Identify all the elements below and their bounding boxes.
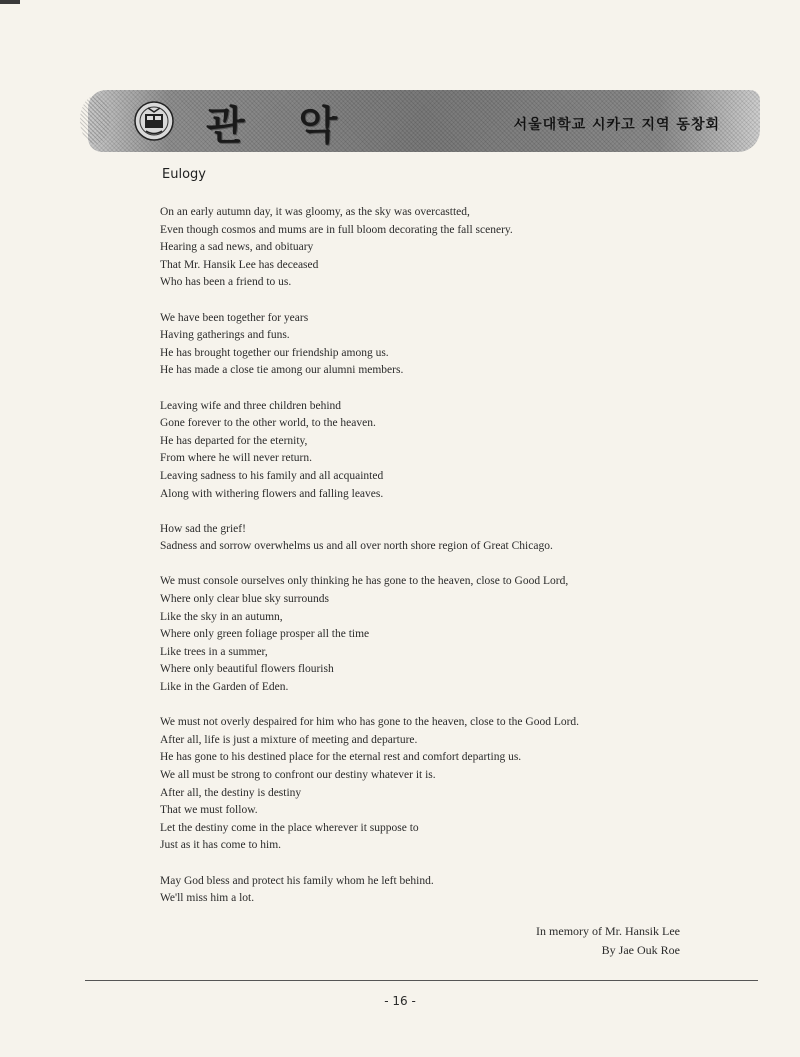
footer-divider — [85, 980, 758, 981]
poem-line: Sadness and sorrow overwhelms us and all over north shore region of Great Chicago. — [160, 540, 553, 553]
author-line: By Jae Ouk Roe — [601, 943, 680, 957]
poem-line: We must not overly despaired for him who has gone to the heaven, close to the Good Lord. — [160, 716, 580, 729]
poem-line: On an early autumn day, it was gloomy, as the sky was overcastted, — [160, 206, 470, 218]
poem-line: Like in the Garden of Eden. — [160, 681, 289, 694]
poem-stanza — [160, 873, 720, 908]
corner-mark — [0, 0, 20, 4]
poem-line: Where only green foliage prosper all the time — [160, 628, 370, 641]
poem-stanza — [160, 714, 720, 855]
poem-line: We have been together for years — [160, 311, 309, 324]
poem-stanza — [160, 573, 720, 696]
poem-line: Where only clear blue sky surrounds — [160, 593, 329, 606]
signature-block — [536, 922, 680, 960]
poem-line: Having gatherings and funs. — [160, 329, 290, 342]
poem-line: After all, life is just a mixture of meeting and departure. — [160, 733, 418, 746]
header-banner — [88, 90, 760, 152]
poem-line: We'll miss him a lot. — [160, 892, 255, 905]
poem-line: He has made a close tie among our alumni members. — [160, 364, 404, 377]
poem-line: Hearing a sad news, and obituary — [160, 241, 314, 254]
poem-line: How sad the grief! — [160, 522, 246, 535]
poem-line: Just as it has come to him. — [160, 839, 282, 852]
poem-line: Even though cosmos and mums are in full bloom decorating the fall scenery. — [160, 223, 513, 236]
document-title: Eulogy — [162, 167, 206, 182]
poem-line: Who has been a friend to us. — [160, 276, 292, 289]
memorial-line: In memory of Mr. Hansik Lee — [536, 924, 680, 938]
poem-stanza — [160, 204, 720, 292]
poem-line: That we must follow. — [160, 804, 258, 817]
poem-stanza — [160, 310, 720, 380]
poem-line: We all must be strong to confront our destiny whatever it is. — [160, 769, 436, 781]
poem-stanza — [160, 398, 720, 504]
alumni-association-name: 서울대학교 시카고 지역 동창회 — [513, 117, 720, 133]
poem-line: Gone forever to the other world, to the heaven. — [160, 417, 376, 430]
poem-line: That Mr. Hansik Lee has deceased — [160, 258, 319, 271]
poem-line: He has brought together our friendship among us. — [160, 346, 389, 359]
poem-line: From where he will never return. — [160, 452, 313, 465]
poem-line: Like the sky in an autumn, — [160, 610, 283, 623]
poem-body — [160, 204, 720, 925]
poem-line: After all, the destiny is destiny — [160, 786, 302, 799]
poem-line: Along with withering flowers and falling leaves. — [160, 487, 384, 500]
university-emblem-icon — [133, 100, 175, 142]
poem-line: May God bless and protect his family whom he left behind. — [160, 874, 434, 887]
poem-line: Let the destiny come in the place wherever it suppose to — [160, 821, 419, 834]
poem-line: Leaving wife and three children behind — [160, 399, 342, 412]
magazine-title: 관 악 — [206, 103, 358, 149]
poem-line: Where only beautiful flowers flourish — [160, 663, 334, 676]
poem-stanza — [160, 521, 720, 556]
poem-line: Like trees in a summer, — [160, 645, 268, 658]
poem-line: He has departed for the eternity, — [160, 434, 308, 447]
poem-line: He has gone to his destined place for the eternal rest and comfort departing us. — [160, 751, 522, 764]
poem-line: Leaving sadness to his family and all acquainted — [160, 469, 384, 482]
page-number: - 16 - — [384, 994, 416, 1008]
poem-line: We must console ourselves only thinking he has gone to the heaven, close to Good Lord, — [160, 575, 569, 588]
